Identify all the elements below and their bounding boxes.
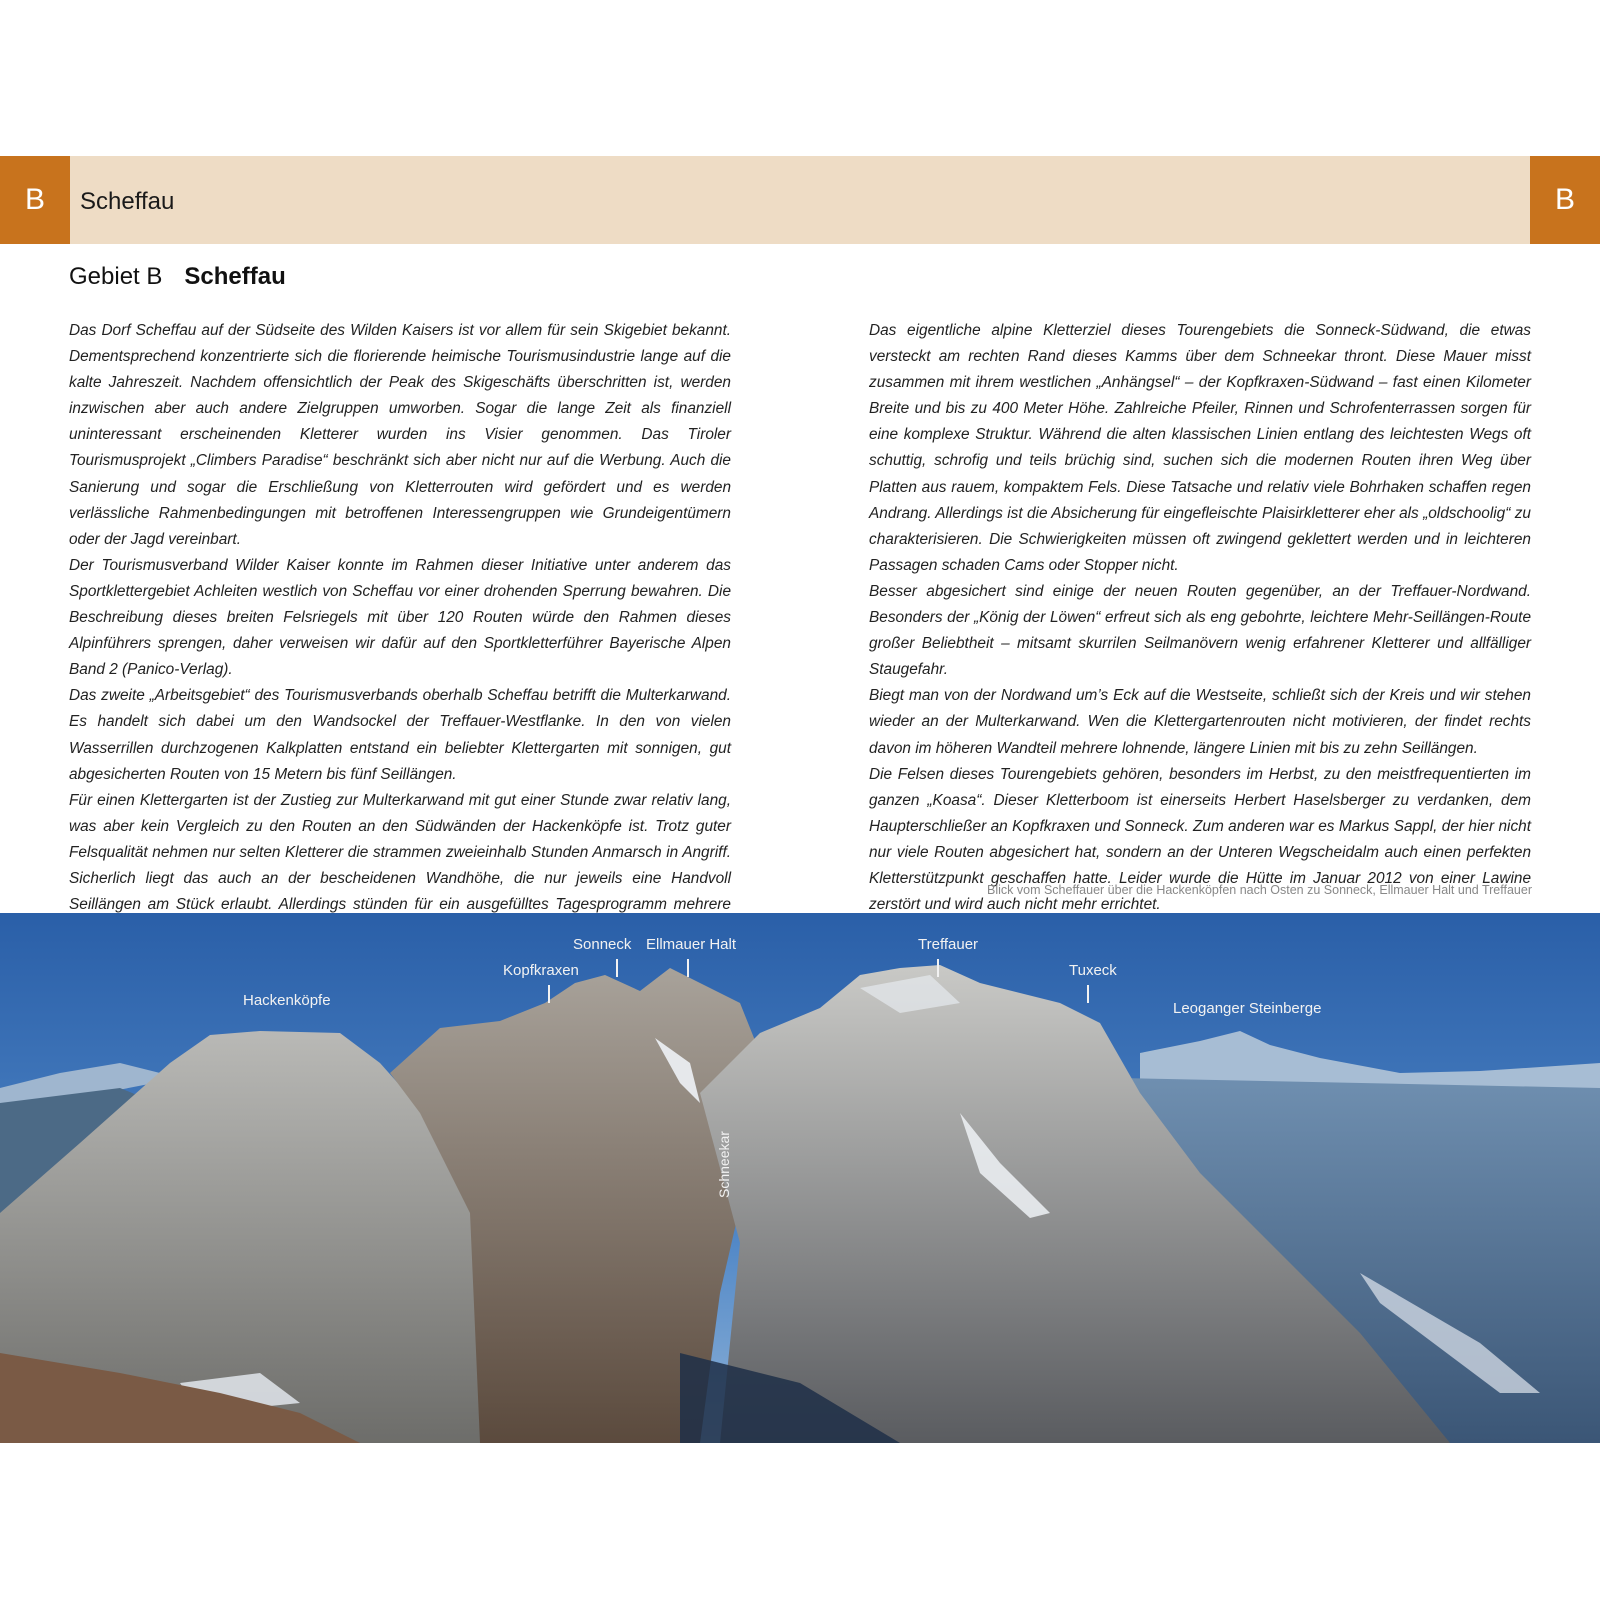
paragraph: Der Tourismusverband Wilder Kaiser konnte im Rahmen dieser Initiative unter anderem das Sportklettergebiet Achleiten westlich von Scheffau vor einer drohenden Sperrung bewahren. Die Beschreibung dieses breiten Felsriegels mit über 120 Routen würde den Rahmen dieses Alpinführers sprengen, daher verweisen wir dafür auf den Sportkletterführer Bayerische Alpen Band 2 (Panico-Verlag). [69, 556, 731, 679]
area-label: Gebiet B [69, 263, 163, 290]
section-tab-left: B [0, 156, 70, 244]
label-hackenkoepfe: Hackenköpfe [243, 992, 331, 1009]
paragraph: Das zweite „Arbeitsgebiet“ des Tourismusverbands oberhalb Scheffau betrifft die Multerkarwand. Es handelt sich dabei um den Wandsockel der Treffauer-Westflanke. In den von vielen Wasserrillen durchzogenen Kalkplatten entstand ein beliebter Klettergarten mit sonnigen, gut abgesicherten Routen von 15 Metern bis fünf Seillängen. [69, 687, 731, 783]
text-column-right [869, 318, 1531, 918]
paragraph: Die Felsen dieses Tourengebiets gehören, besonders im Herbst, zu den meistfrequentierten im ganzen „Koasa“. Dieser Kletterboom ist einerseits Herbert Haselsberger zu verdanken, dem Haupterschließer an Kopfkraxen und Sonneck. Zum anderen war es Markus Sappl, der hier nicht nur viele Routen abgesichert hat, sondern an der Unteren Wegscheidalm auch einen perfekten Kletterstützpunkt geschaffen hatte. Leider wurde die Hütte im Januar 2012 von einer Lawine zerstört und wird auch nicht mehr errichtet. [869, 765, 1531, 914]
label-kopfkraxen: Kopfkraxen [503, 962, 579, 979]
label-tick [548, 985, 550, 1003]
text-column-left [69, 318, 731, 944]
label-tick [616, 959, 618, 977]
label-tick [687, 959, 689, 977]
paragraph: Biegt man von der Nordwand um’s Eck auf die Westseite, schließt sich der Kreis und wir stehen wieder an der Multerkarwand. Wen die Klettergartenrouten nicht motivieren, der findet rechts davon im höheren Wandteil mehrere lohnende, längere Linien mit bis zu zehn Seillängen. [869, 687, 1531, 757]
header-band [0, 156, 1600, 244]
section-tab-right: B [1530, 156, 1600, 244]
label-schneekar: Schneekar [716, 1131, 732, 1198]
mountain-panorama-photo [0, 913, 1600, 1443]
panorama-illustration [0, 913, 1600, 1443]
label-leoganger-steinberge: Leoganger Steinberge [1173, 1000, 1322, 1017]
photo-caption: Blick vom Scheffauer über die Hackenköpfen nach Osten zu Sonneck, Ellmauer Halt und Treffauer [987, 883, 1532, 897]
paragraph: Das eigentliche alpine Kletterziel dieses Tourengebiets die Sonneck-Südwand, die etwas versteckt am rechten Rand dieses Kamms über dem Schneekar thront. Diese Mauer misst zusammen mit ihrem westlichen „Anhängsel“ – der Kopfkraxen-Südwand – fast einen Kilometer Breite und bis zu 400 Meter Höhe. Zahlreiche Pfeiler, Rinnen und Schrofenterrassen sorgen für eine komplexe Struktur. Während die alten klassischen Linien entlang des leichtesten Wegs oft schuttig, schrofig und teils brüchig sind, suchen sich die modernen Routen ihren Weg über Platten aus rauem, kompaktem Fels. Diese Tatsache und relativ viele Bohrhaken schaffen regen Andrang. Allerdings ist die Absicherung für eingefleischte Plaisirkletterer eher als „oldschoolig“ zu charakterisieren. Die Schwierigkeiten müssen oft zwingend geklettert werden und in leichteren Passagen schaden Cams oder Stopper nicht. [869, 322, 1531, 574]
label-ellmauer-halt: Ellmauer Halt [646, 936, 737, 953]
label-tick [1087, 985, 1089, 1003]
area-name: Scheffau [184, 263, 286, 290]
paragraph: Für einen Klettergarten ist der Zustieg zur Multerkarwand mit gut einer Stunde zwar relativ lang, was aber kein Vergleich zu den Routen an den Südwänden der Hackenköpfe ist. Trotz guter Felsqualität nehmen nur selten Kletterer die strammen zweieinhalb Stunden Anmarsch in Angriff. Sicherlich liegt das auch an der bescheidenen Wandhöhe, die nur jeweils eine Handvoll Seillängen am Stück erlaubt. Allerdings stünden für ein ausgefülltes Tagesprogramm mehrere [69, 791, 731, 914]
running-header-title: Scheffau [80, 188, 175, 215]
page-title [69, 263, 286, 291]
label-tick [937, 959, 939, 977]
label-tuxeck: Tuxeck [1069, 962, 1117, 979]
label-treffauer: Treffauer [918, 936, 979, 953]
paragraph: Das Dorf Scheffau auf der Südseite des Wilden Kaisers ist vor allem für sein Skigebiet bekannt. Dementsprechend konzentrierte sich die florierende heimische Tourismusindustrie lange auf die kalte Jahreszeit. Nachdem offensichtlich der Peak des Skigeschäfts überschritten ist, werden inzwischen aber auch andere Zielgruppen umworben. Sogar die lange Zeit als finanziell uninteressant erscheinenden Kletterer wurden ins Visier genommen. Das Tiroler Tourismusprojekt „Climbers Paradise“ beschränkt sich aber nicht nur auf die Werbung. Auch die Sanierung und sogar die Erschließung von Kletterrouten wird gefördert und es werden verlässliche Rahmenbedingungen mit betroffenen Interessengruppen wie Grundeigentümern oder der Jagd vereinbart. [69, 322, 731, 548]
paragraph: Besser abgesichert sind einige der neuen Routen gegenüber, an der Treffauer-Nordwand. Besonders der „König der Löwen“ erfreut sich als eng gebohrte, leichtere Mehr-Seillängen-Route großer Beliebtheit – mitsamt skurrilen Seilmanövern wenig erfahrener Kletterer und allfälliger Staugefahr. [869, 582, 1531, 679]
label-sonneck: Sonneck [573, 936, 632, 953]
